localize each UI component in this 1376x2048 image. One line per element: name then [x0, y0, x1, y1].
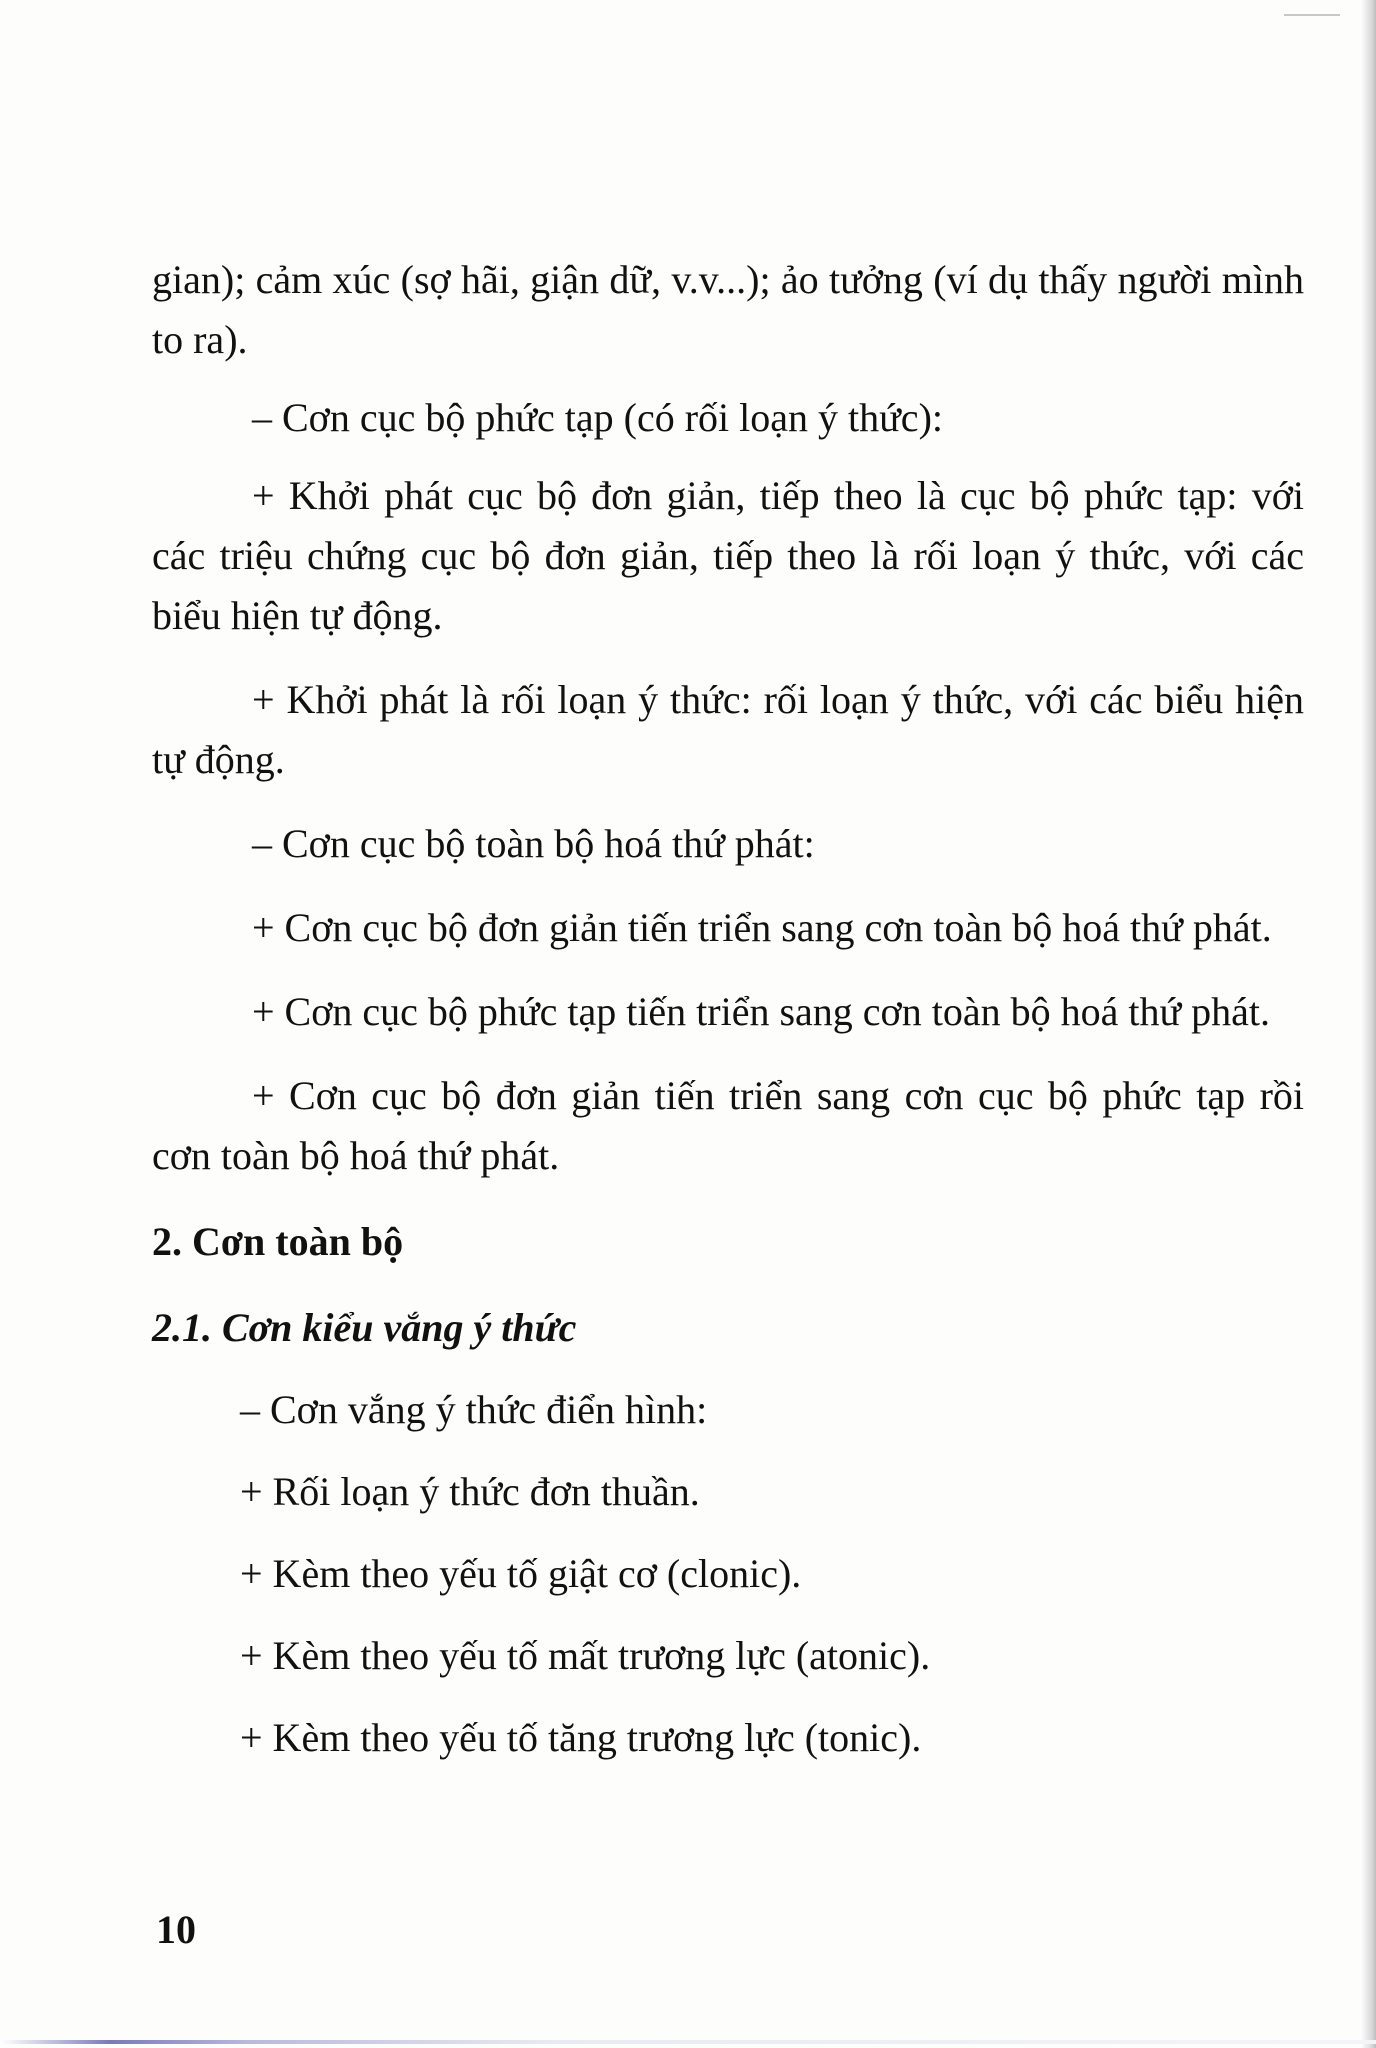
paragraph-complex-partial: – Cơn cục bộ phức tạp (có rối loạn ý thức):: [252, 395, 943, 440]
paragraph-simple-complex-generalized: + Cơn cục bộ đơn giản tiến triển sang cơn cục bộ phức tạp rồi cơn toàn bộ hoá thứ phát.: [152, 1073, 1304, 1178]
subsection-heading: 2.1. Cơn kiểu vắng ý thức: [152, 1305, 577, 1350]
paragraph-simple-to-generalized: + Cơn cục bộ đơn giản tiến triển sang cơn toàn bộ hoá thứ phát.: [252, 905, 1272, 950]
scan-mark: [1284, 14, 1340, 16]
paragraph-consciousness-onset: + Khởi phát là rối loạn ý thức: rối loạn ý thức, với các biểu hiện tự động.: [152, 677, 1304, 782]
paragraph-simple-onset: + Khởi phát cục bộ đơn giản, tiếp theo là cục bộ phức tạp: với các triệu chứng cục bộ đơn giản, tiếp theo là rối loạn ý thức, với các biểu hiện tự động.: [152, 473, 1304, 638]
page-edge: [1362, 0, 1376, 2048]
list-item-tonic: + Kèm theo yếu tố tăng trương lực (tonic).: [240, 1715, 922, 1760]
list-item-atonic: + Kèm theo yếu tố mất trương lực (atonic).: [240, 1633, 931, 1678]
page-number: 10: [156, 1907, 196, 1952]
page-body: [152, 250, 1304, 1768]
list-item-typical-absence: – Cơn vắng ý thức điển hình:: [240, 1387, 708, 1432]
paragraph-secondary-generalized: – Cơn cục bộ toàn bộ hoá thứ phát:: [252, 821, 815, 866]
list-item-clonic: + Kèm theo yếu tố giật cơ (clonic).: [240, 1551, 802, 1596]
paragraph-continuation: gian); cảm xúc (sợ hãi, giận dữ, v.v...); ảo tưởng (ví dụ thấy người mình to ra).: [152, 257, 1304, 362]
scan-edge-smudge: [0, 2040, 1376, 2044]
section-heading: 2. Cơn toàn bộ: [152, 1219, 404, 1264]
list-item-simple-disturbance: + Rối loạn ý thức đơn thuần.: [240, 1469, 700, 1514]
paragraph-complex-to-generalized: + Cơn cục bộ phức tạp tiến triển sang cơn toàn bộ hoá thứ phát.: [252, 989, 1270, 1034]
